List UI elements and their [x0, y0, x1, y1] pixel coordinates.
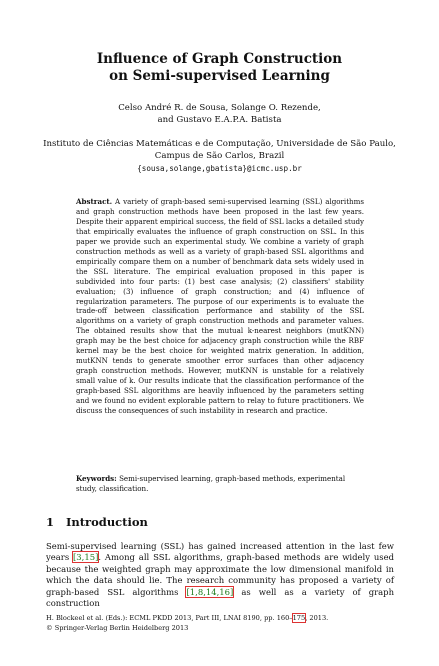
- intro-text-b: . Among all SSL algorithms, graph-based methods are widely used because the weighted graph may approximate the low dimensional manifold in which the data should lie. The research community has proposed a variety of graph-based SSL algorithms: [46, 552, 394, 597]
- abstract-label: Abstract.: [76, 197, 113, 206]
- footer-text-b: , 2013.: [305, 614, 329, 622]
- intro-text-c: as well as a variety of graph construction: [46, 586, 394, 609]
- intro-text-a: Semi-supervised learning (SSL) has gained increased attention in the last few years: [46, 541, 394, 563]
- authors-line-2: and Gustavo E.A.P.A. Batista: [157, 115, 282, 125]
- footer-copyright: © Springer-Verlag Berlin Heidelberg 2013: [46, 624, 189, 632]
- footer-page-link[interactable]: 175: [292, 614, 306, 622]
- paper-title-line-1: Influence of Graph Construction: [96, 51, 343, 67]
- paper-title-line-2: on Semi-supervised Learning: [109, 68, 330, 84]
- authors-line-1: Celso André R. de Sousa, Solange O. Rezende,: [118, 103, 321, 113]
- footer-citation-line: [46, 614, 328, 623]
- section-number: 1: [46, 515, 55, 529]
- keywords: [76, 474, 364, 494]
- author-email: {sousa,solange,gbatista}@icmc.usp.br: [137, 164, 302, 173]
- intro-paragraph: [46, 541, 394, 609]
- citation-link-1[interactable]: [3,15]: [73, 552, 99, 563]
- keywords-text: Semi-supervised learning, graph-based methods, experimental study, classification.: [76, 474, 346, 493]
- footer-text-a: H. Blockeel et al. (Eds.): ECML PKDD 2013, Part III, LNAI 8190, pp. 160–: [46, 614, 293, 622]
- citation-link-2[interactable]: [1,8,14,16]: [186, 586, 234, 597]
- affiliation-line-1: Instituto de Ciências Matemáticas e de Computação, Universidade de São Paulo,: [43, 139, 396, 149]
- affiliation-line-2: Campus de São Carlos, Brazil: [154, 151, 285, 161]
- section-heading: [46, 515, 148, 529]
- abstract-text: A variety of graph-based semi-supervised learning (SSL) algorithms and graph construction methods have been proposed in the last few years. Despite their apparent empirical success, the field of SSL lacks a detailed study that empirically evaluates the influence of graph construction on SSL. In this paper we provide such an experimental study. We combine a variety of graph construction methods as well as a variety of graph-based SSL algorithms and empirically compare them on a number of benchmark data sets widely used in the SSL literature. The empirical evaluation proposed in this paper is subdivided into four parts: (1) best case analysis; (2) classifiers' stability evaluation; (3) influence of graph construction; and (4) influence of regularization parameters. The purpose of our experiments is to evaluate the trade-off between classification performance and stability of the SSL algorithms on a variety of graph construction methods and parameter values. The obtained results show that the mutual k-nearest neighbors (mutKNN) graph may be the best choice for adjacency graph construction while the RBF kernel may be the best choice for weighted matrix generation. In addition, mutKNN tends to generate smoother error surfaces than other adjacency graph construction methods. However, mutKNN is unstable for a relatively small value of k. Our results indicate that the classification performance of the graph-based SSL algorithms are heavily influenced by the parameters setting and we found no evident explorable pattern to relay to future practitioners. We discuss the consequences of such instability in research and practice.: [76, 197, 364, 416]
- abstract: [76, 197, 364, 416]
- section-title: Introduction: [66, 515, 148, 529]
- keywords-label: Keywords:: [76, 474, 117, 483]
